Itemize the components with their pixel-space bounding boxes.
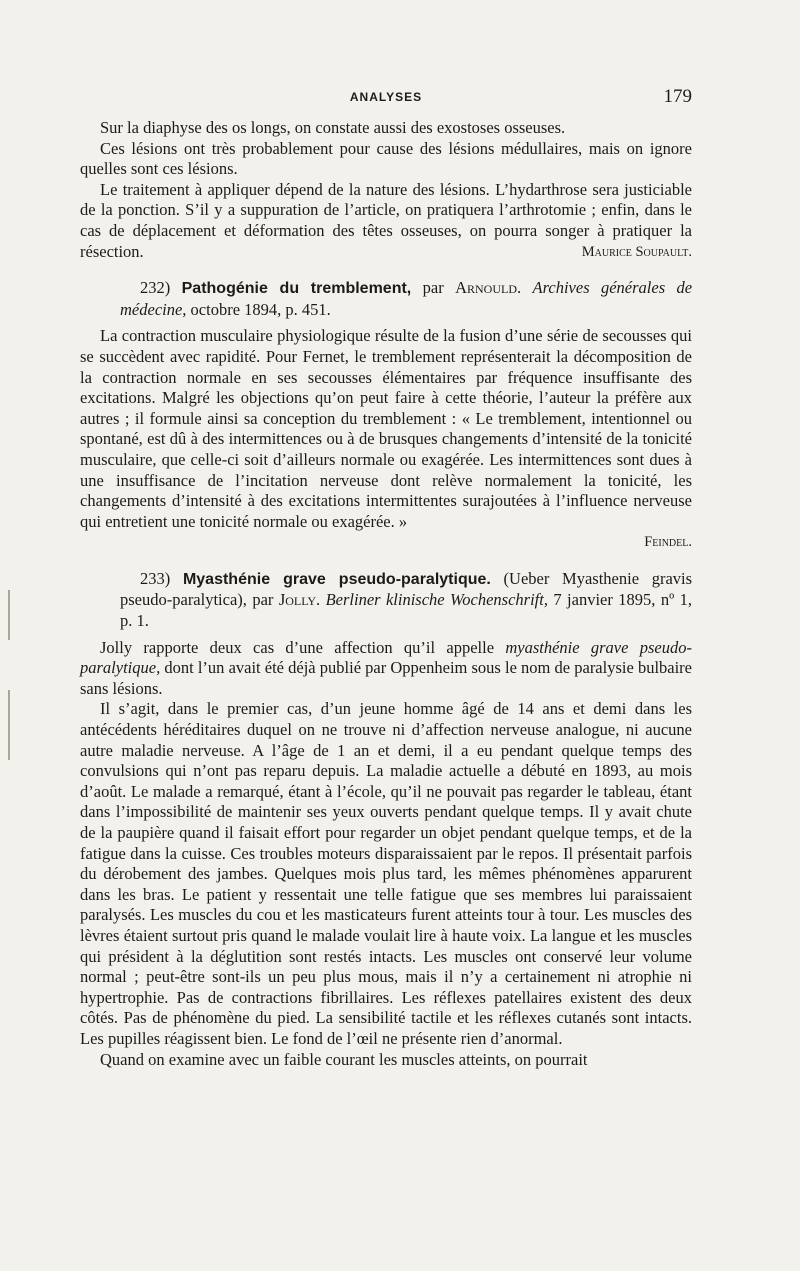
continuation-line: Ces lésions ont très probablement pour cause des lésions médullaires, mais on ignore quelles sont ces lésions. bbox=[80, 138, 692, 179]
intro-text: dont l’un avait été déjà publié par Oppenheim sous le nom de paralysie bulbaire sans lésions. bbox=[80, 658, 693, 698]
paragraph-text: Le traitement à appliquer dépend de la nature des lésions. L’hydarthrose sera justiciable de la ponction. S’il y a suppuration de l’article, on pratiquera l’arthrotomie ; enfin, dans le cas de déplacement et déformation des têtes osseuses, on pourra songer à pratiquer la résection. bbox=[80, 179, 692, 261]
article-author: Arnould. bbox=[455, 278, 522, 298]
journal-name: Archives générales de médecine, bbox=[120, 278, 693, 319]
article-233-paragraph: Quand on examine avec un faible courant les muscles atteints, on pourrait bbox=[100, 1049, 588, 1069]
continuation-paragraph bbox=[80, 180, 692, 262]
by-label: par bbox=[422, 278, 444, 298]
article-author: Jolly. bbox=[278, 590, 321, 610]
article-232-paragraph: La contraction musculaire physiologique résulte de la fusion d’une série de secousses qui se succèdent avec rapidité. Pour Fernet, le tremblement représenterait la décomposition de la contraction normale en ses secousses élémentaires par fréquence insuffisante des excitations. Malgré les objections qu’on peut faire à cette théorie, l’auteur la préfère aux autres ; il formule ainsi sa conception du tremblement : « Le tremblement, intentionnel ou spontané, est dû à des intermittences ou à de brusques changements d’intensité de la tonicité musculaire, que celle-ci soit d’ailleurs normale ou exagérée. Les intermittences sont dues à une insuffisance de l’incitation nerveuse dont relève normalement la tonicité, les changements d’intensité à des excitations intermittentes surajoutées à l’influence nerveuse qui entretient une tonicité normale ou exagérée. » bbox=[80, 326, 692, 531]
article-233-intro bbox=[80, 638, 692, 700]
intro-text: Jolly rapporte deux cas d’une affection qu’il appelle bbox=[100, 637, 495, 657]
article-233-heading bbox=[80, 569, 692, 632]
signature-soupault: Maurice Soupault. bbox=[581, 243, 692, 260]
intro-term: myasthénie grave pseudo-paralytique, bbox=[80, 637, 693, 678]
article-number: 233) bbox=[140, 568, 171, 588]
page-number: 179 bbox=[663, 86, 692, 107]
article-date: 7 janvier 1895, nº 1, p. 1. bbox=[120, 590, 692, 631]
article-date: octobre 1894, p. 451. bbox=[190, 299, 331, 319]
article-number: 232) bbox=[140, 278, 171, 298]
article-title: Pathogénie du tremblement, bbox=[181, 280, 412, 298]
page-body bbox=[80, 118, 692, 1070]
journal-name: Berliner klinische Wochenschrift, bbox=[325, 590, 548, 610]
continuation-line: Sur la diaphyse des os longs, on constate aussi des exostoses osseuses. bbox=[100, 118, 566, 137]
signature-feindel: Feindel. bbox=[644, 534, 692, 551]
article-title: Myasthénie grave pseudo-paralytique. bbox=[182, 570, 491, 588]
article-232-heading bbox=[80, 278, 692, 320]
scan-edge-mark bbox=[8, 690, 10, 760]
scan-edge-mark bbox=[8, 590, 10, 640]
page-header bbox=[80, 86, 692, 110]
original-title: (Ueber Myasthenie gravis pseudo-paralytica), par bbox=[120, 568, 693, 610]
running-title: ANALYSES bbox=[349, 90, 423, 104]
article-233-paragraph: Il s’agit, dans le premier cas, d’un jeune homme âgé de 14 ans et demi dans les antécédents héréditaires duquel on ne trouve ni d’affection nerveuse analogue, ni aucune autre maladie nerveuse. A l’âge de 1 an et demi, il a eu pendant quelque temps des convulsions qui n’ont pas reparu depuis. La maladie actuelle a débuté en 1893, au mois d’août. Le malade a remarqué, étant à l’école, qu’il ne pouvait pas regarder le tableau, étant dans l’impossibilité de maintenir ses yeux ouverts pendant quelque temps. Il y avait chute de la paupière quand il faisait effort pour regarder un objet pendant quelque temps, et de la fatigue dans la cuisse. Ces troubles moteurs disparaissaient par le repos. Il présentait parfois du dérobement des jambes. Quelques mois plus tard, les mêmes phénomènes apparurent dans les bras. Le patient y ressentait une telle fatigue que ses membres lui paraissaient paralysés. Les muscles du cou et les masticateurs furent atteints tour à tour. Les muscles des lèvres étaient surtout pris quand le malade voulait lire à haute voix. La langue et les muscles qui président à la déglutition sont restés intacts. Les muscles ont conservé leur volume normal ; peut-être sont-ils un peu plus mous, mais il n’y a certainement ni atrophie ni hypertrophie. Pas de contractions fibrillaires. Les réflexes patellaires existent des deux côtés. Pas de phénomène du pied. La sensibilité tactile et les réflexes cutanés sont intacts. Les pupilles réagissent bien. Le fond de l’œil ne présente rien d’anormal. bbox=[80, 699, 692, 1048]
